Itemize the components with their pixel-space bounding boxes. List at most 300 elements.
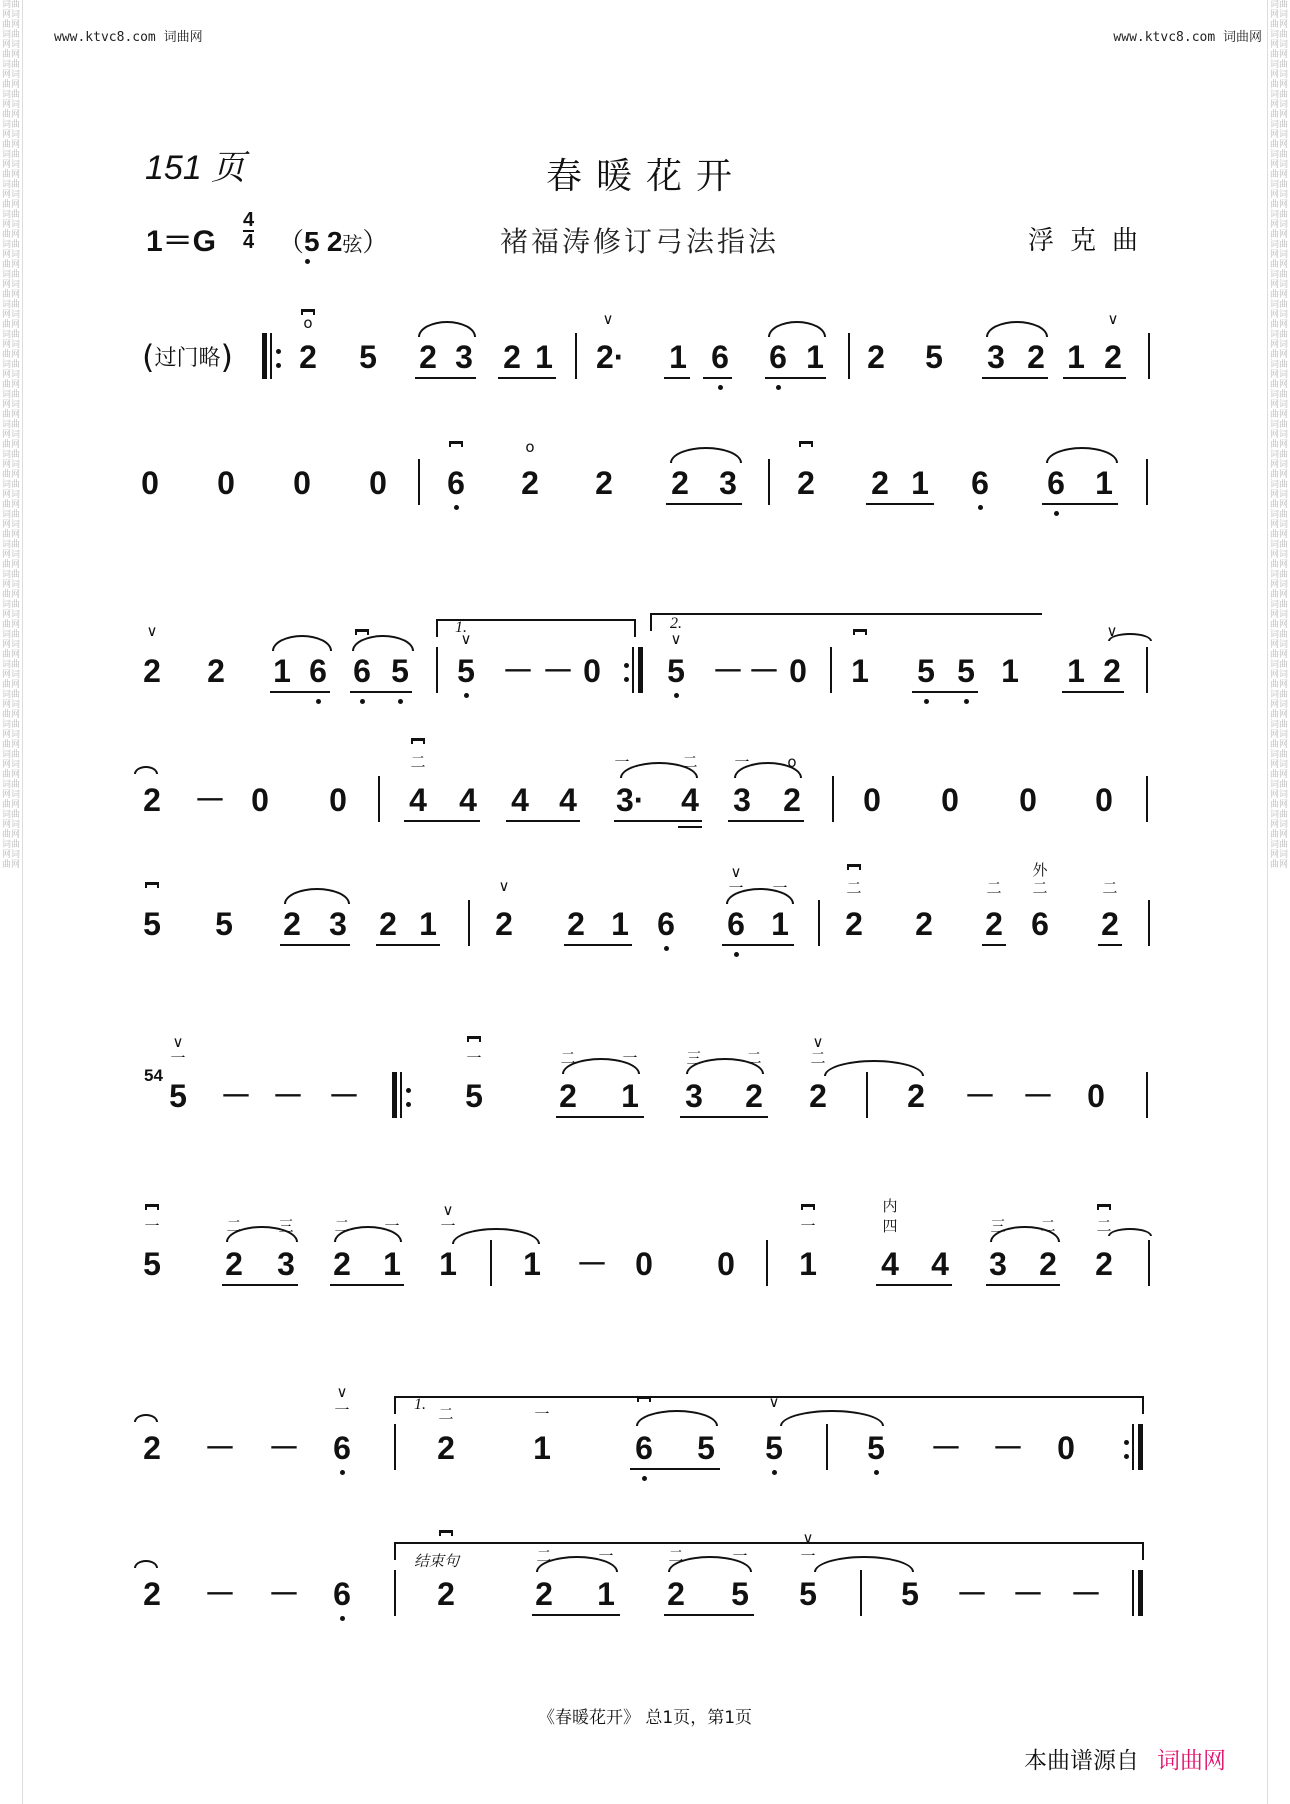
note: 6 xyxy=(711,339,729,375)
underline xyxy=(330,1284,404,1286)
slur xyxy=(768,321,826,337)
finger-mark: 一 xyxy=(728,879,744,897)
note: 4 xyxy=(459,782,477,818)
barline xyxy=(270,333,272,379)
time-bottom: 4 xyxy=(243,231,255,253)
note: 0 xyxy=(717,1246,735,1282)
underline xyxy=(630,1468,720,1470)
note: 2 xyxy=(437,1430,455,1466)
finger-mark: 一 xyxy=(614,753,630,771)
note: 6 xyxy=(727,906,745,942)
note: 5 xyxy=(457,653,475,689)
finger-mark: 一 xyxy=(734,753,750,771)
note: 4 xyxy=(881,1246,899,1282)
note: 1 xyxy=(1095,465,1113,501)
underline xyxy=(1098,944,1122,946)
note: 0 xyxy=(583,653,601,689)
note: － xyxy=(1022,1078,1055,1114)
note: 0 xyxy=(217,465,235,501)
note: 2 xyxy=(797,465,815,501)
note: 2 xyxy=(845,906,863,942)
note: 1 xyxy=(533,1430,551,1466)
note: 5 xyxy=(925,339,943,375)
open-string-mark: o xyxy=(787,753,797,771)
note: 6 xyxy=(333,1430,351,1466)
note: 5 xyxy=(957,653,975,689)
barline xyxy=(866,1072,868,1118)
outer-string-mark: 外 xyxy=(1032,861,1048,879)
note: 2 xyxy=(1101,906,1119,942)
note: 2 xyxy=(1027,339,1045,375)
down-bow-mark xyxy=(853,629,867,635)
barline xyxy=(436,647,438,693)
note: 2 xyxy=(333,1246,351,1282)
note: 1 xyxy=(1001,653,1019,689)
barline xyxy=(826,1424,828,1470)
intro-label-group: (过门略) xyxy=(142,338,233,376)
finger-mark: 一 xyxy=(772,879,788,897)
repeat-dot xyxy=(624,677,629,682)
barline xyxy=(830,647,832,693)
note: 0 xyxy=(1057,1430,1075,1466)
open-string-mark: o xyxy=(303,314,313,332)
underline xyxy=(876,1284,952,1286)
underline xyxy=(765,377,826,379)
repeat-dot xyxy=(1124,1454,1129,1459)
down-bow-mark xyxy=(411,738,425,744)
note: 2· xyxy=(596,339,625,375)
note: 5 xyxy=(143,1246,161,1282)
barline xyxy=(392,1072,397,1118)
down-bow-mark xyxy=(439,1530,453,1536)
page-number: 151 页 xyxy=(145,149,246,187)
up-bow-mark: ∨ xyxy=(670,630,682,648)
finger-mark: 一 xyxy=(800,1217,816,1235)
note: 0 xyxy=(329,782,347,818)
note: 5 xyxy=(799,1576,817,1612)
down-bow-mark xyxy=(801,1204,815,1210)
slur xyxy=(284,888,350,904)
note: 5 xyxy=(391,653,409,689)
finger-mark: 二 xyxy=(846,879,862,897)
finger-mark: 二 xyxy=(334,1217,350,1235)
finger-mark: 二 xyxy=(1040,1217,1056,1235)
note: － xyxy=(930,1430,963,1466)
note: 3 xyxy=(329,906,347,942)
slur xyxy=(670,447,742,463)
octave-dot-below xyxy=(464,693,469,698)
note: 1 xyxy=(611,906,629,942)
barline xyxy=(394,1424,396,1470)
barline xyxy=(1138,1570,1143,1616)
note: 3 xyxy=(733,782,751,818)
octave-dot-below xyxy=(454,505,459,510)
tuning-low: 5 xyxy=(304,226,320,257)
note: 2 xyxy=(567,906,585,942)
note: 0 xyxy=(141,465,159,501)
slur xyxy=(1046,447,1118,463)
note: 5 xyxy=(143,906,161,942)
down-bow-mark xyxy=(467,1036,481,1042)
note: 1 xyxy=(806,339,824,375)
tuning-open-paren: （ xyxy=(278,227,305,257)
underline xyxy=(982,944,1006,946)
note: 1 xyxy=(523,1246,541,1282)
slur xyxy=(272,635,332,651)
note: 3· xyxy=(616,782,645,818)
barline xyxy=(418,459,420,505)
underline xyxy=(498,377,556,379)
underline xyxy=(703,377,732,379)
note: 1 xyxy=(799,1246,817,1282)
open-string-mark: o xyxy=(525,438,535,456)
tie xyxy=(452,1228,540,1244)
composer: 浮克曲 xyxy=(1028,226,1155,256)
underline xyxy=(866,503,934,505)
octave-dot-below xyxy=(340,1616,345,1621)
tuning-label: 弦 xyxy=(342,234,363,256)
finger-mark: 二 xyxy=(410,753,426,771)
note: 1 xyxy=(1067,339,1085,375)
note: － xyxy=(964,1078,997,1114)
note: 0 xyxy=(789,653,807,689)
tuning-close-paren: ） xyxy=(362,227,389,257)
barline xyxy=(768,459,770,505)
source-brand: 词曲网 xyxy=(1157,1748,1226,1774)
octave-dot-below xyxy=(924,699,929,704)
finger-mark: 一 xyxy=(466,1049,482,1067)
measure-number: 54 xyxy=(144,1066,163,1085)
note: － xyxy=(712,653,745,689)
note: 2 xyxy=(809,1078,827,1114)
note: 2 xyxy=(299,339,317,375)
note: 5 xyxy=(731,1576,749,1612)
underline xyxy=(564,944,632,946)
note: 3 xyxy=(277,1246,295,1282)
barline xyxy=(1146,776,1148,822)
note: 0 xyxy=(863,782,881,818)
note: 2 xyxy=(143,653,161,689)
note: 2 xyxy=(907,1078,925,1114)
note: － xyxy=(992,1430,1025,1466)
barline xyxy=(860,1570,862,1616)
note: 3 xyxy=(989,1246,1007,1282)
underline xyxy=(280,944,350,946)
octave-dot-below xyxy=(360,699,365,704)
finger-mark: 二 xyxy=(1032,879,1048,897)
note: 2 xyxy=(283,906,301,942)
note: 6 xyxy=(1047,465,1065,501)
note: 2 xyxy=(419,339,437,375)
note: 1 xyxy=(439,1246,457,1282)
note: － xyxy=(542,653,575,689)
note: 2 xyxy=(1103,653,1121,689)
note: 4 xyxy=(931,1246,949,1282)
note: 2 xyxy=(915,906,933,942)
octave-dot-below xyxy=(964,699,969,704)
barline xyxy=(1148,1240,1150,1286)
up-bow-mark: ∨ xyxy=(812,1033,824,1051)
finger-mark: 二 xyxy=(1102,879,1118,897)
tuning-low-dot xyxy=(305,259,310,264)
note: 2 xyxy=(437,1576,455,1612)
octave-dot-below xyxy=(398,699,403,704)
note: 2 xyxy=(1104,339,1122,375)
octave-dot-below xyxy=(340,1470,345,1475)
key-signature: 1＝G xyxy=(146,225,217,258)
note: 5 xyxy=(215,906,233,942)
note: － xyxy=(502,653,535,689)
note: 5 xyxy=(667,653,685,689)
note: － xyxy=(576,1246,609,1282)
note: 2 xyxy=(495,906,513,942)
finger-mark: 一 xyxy=(732,1547,748,1565)
barline xyxy=(394,1570,396,1616)
underline xyxy=(982,377,1048,379)
barline xyxy=(1148,900,1150,946)
note: 0 xyxy=(1087,1078,1105,1114)
left-margin-line xyxy=(22,0,23,1804)
finger-mark: 二 xyxy=(986,879,1002,897)
tie xyxy=(1108,633,1152,641)
inner-string-mark: 内 xyxy=(882,1197,898,1215)
note: 6 xyxy=(971,465,989,501)
note: 2 xyxy=(503,339,521,375)
up-bow-mark: ∨ xyxy=(336,1383,348,1401)
finger-mark: 二 xyxy=(668,1547,684,1565)
underline xyxy=(376,944,440,946)
note: 2 xyxy=(595,465,613,501)
note: 6 xyxy=(333,1576,351,1612)
octave-dot-below xyxy=(776,385,781,390)
underline xyxy=(270,691,330,693)
finger-mark: 二 xyxy=(746,1049,762,1067)
underline xyxy=(664,377,690,379)
note: 6 xyxy=(769,339,787,375)
finger-mark: 二 xyxy=(536,1547,552,1565)
note: 0 xyxy=(251,782,269,818)
note: 4 xyxy=(511,782,529,818)
barline xyxy=(848,333,850,379)
note: 0 xyxy=(369,465,387,501)
site-url-left: www.ktvc8.com 词曲网 xyxy=(54,30,203,45)
note: 4 xyxy=(681,782,699,818)
barline xyxy=(1132,1424,1134,1470)
note: 1 xyxy=(419,906,437,942)
note: 5 xyxy=(901,1576,919,1612)
revision-note: 褚福涛修订弓法指法 xyxy=(500,225,780,258)
repeat-dot xyxy=(276,349,281,354)
time-top: 4 xyxy=(243,209,255,231)
barline xyxy=(1138,1424,1143,1470)
note: 1 xyxy=(911,465,929,501)
down-bow-mark xyxy=(1097,1204,1111,1210)
slur xyxy=(418,321,476,337)
barline xyxy=(575,333,577,379)
note: － xyxy=(220,1078,253,1114)
note: 1 xyxy=(1067,653,1085,689)
octave-dot-below xyxy=(642,1476,647,1481)
underline xyxy=(222,1284,298,1286)
tuning-high: 2 xyxy=(326,226,343,257)
note: 0 xyxy=(1019,782,1037,818)
note: － xyxy=(748,653,781,689)
up-bow-mark: ∨ xyxy=(1107,310,1119,328)
note: 2 xyxy=(667,1576,685,1612)
up-bow-mark: ∨ xyxy=(1106,622,1118,640)
finger-mark: 二 xyxy=(682,753,698,771)
underline xyxy=(506,820,580,822)
note: 0 xyxy=(293,465,311,501)
up-bow-mark: ∨ xyxy=(172,1033,184,1051)
note: 5 xyxy=(169,1078,187,1114)
underline xyxy=(986,1284,1060,1286)
underline xyxy=(722,944,794,946)
note: 0 xyxy=(635,1246,653,1282)
note: 2 xyxy=(783,782,801,818)
note: 1 xyxy=(597,1576,615,1612)
underline xyxy=(666,503,742,505)
repeat-dot xyxy=(624,663,629,668)
note: 2 xyxy=(985,906,1003,942)
ending-phrase-label: 结束句 xyxy=(414,1552,460,1570)
slur xyxy=(352,635,414,651)
volta-number: 2. xyxy=(670,615,682,632)
down-bow-mark xyxy=(145,1204,159,1210)
down-bow-mark xyxy=(847,864,861,870)
note: 6 xyxy=(309,653,327,689)
note: 2 xyxy=(871,465,889,501)
source-credit xyxy=(1024,1742,1226,1775)
note: 2 xyxy=(225,1246,243,1282)
repeat-dot xyxy=(1124,1440,1129,1445)
tie xyxy=(824,1060,924,1076)
note: 3 xyxy=(455,339,473,375)
volta-number: 1. xyxy=(414,1396,426,1413)
right-margin-line xyxy=(1267,0,1268,1804)
tie xyxy=(1108,1228,1152,1236)
finger-mark: 三 xyxy=(990,1217,1006,1235)
note: 5 xyxy=(465,1078,483,1114)
underline xyxy=(728,820,804,822)
underline xyxy=(404,820,480,822)
barline xyxy=(1146,1072,1148,1118)
underline xyxy=(614,820,702,822)
string-tuning xyxy=(278,222,388,259)
underline xyxy=(1042,503,1118,505)
finger-mark: 一 xyxy=(622,1049,638,1067)
note: 6 xyxy=(447,465,465,501)
intro-label: 过门略 xyxy=(154,346,221,371)
barline xyxy=(490,1240,492,1286)
finger-mark: 二 xyxy=(1096,1217,1112,1235)
finger-mark: 一 xyxy=(800,1547,816,1565)
octave-dot-below xyxy=(316,699,321,704)
right-watermark-strip: 词曲网词曲网词曲网词曲网词曲网词曲网词曲网词曲网词曲网词曲网词曲网词曲网词曲网词曲网词曲网词曲网词曲网词曲网词曲网词曲网词曲网词曲网词曲网词曲网词曲网词曲网词曲网词曲网词曲网词曲网词曲网词曲网词曲网词曲网词曲网词曲网词曲网词曲网词曲网词曲网词曲网词曲网词曲网词曲网词曲网词曲网词曲网词曲网词曲网词曲网词曲网词曲网词曲网词曲网词曲网词曲网词曲网词曲网 xyxy=(1270,0,1288,870)
underline xyxy=(556,1116,644,1118)
note: 2 xyxy=(535,1576,553,1612)
barline xyxy=(832,776,834,822)
note: 1 xyxy=(851,653,869,689)
note: 4 xyxy=(559,782,577,818)
note: 2 xyxy=(867,339,885,375)
note: 3 xyxy=(719,465,737,501)
barline xyxy=(818,900,820,946)
underline xyxy=(664,1614,754,1616)
repeat-dot xyxy=(406,1088,411,1093)
note: 1 xyxy=(273,653,291,689)
barline xyxy=(1132,1570,1134,1616)
underline xyxy=(678,826,702,828)
note: 5 xyxy=(359,339,377,375)
finger-mark: 二 xyxy=(560,1049,576,1067)
underline xyxy=(1063,377,1126,379)
note: － xyxy=(328,1078,361,1114)
barline xyxy=(1146,647,1148,693)
note: 5 xyxy=(917,653,935,689)
down-bow-mark xyxy=(145,882,159,888)
note: 3 xyxy=(987,339,1005,375)
down-bow-mark xyxy=(637,1396,651,1402)
note: － xyxy=(204,1576,237,1612)
barline xyxy=(400,1072,402,1118)
octave-dot-below xyxy=(1054,511,1059,516)
finger-mark: 一 xyxy=(534,1405,550,1423)
note: 5 xyxy=(697,1430,715,1466)
barline xyxy=(638,647,643,693)
note: 6 xyxy=(635,1430,653,1466)
note: 2 xyxy=(1095,1246,1113,1282)
finger-mark: 一 xyxy=(598,1547,614,1565)
note: 2 xyxy=(379,906,397,942)
time-signature xyxy=(243,210,254,252)
underline xyxy=(1062,691,1124,693)
up-bow-mark: ∨ xyxy=(442,1201,454,1219)
note: 1 xyxy=(771,906,789,942)
octave-dot-below xyxy=(718,385,723,390)
note: 5 xyxy=(765,1430,783,1466)
note: 1 xyxy=(383,1246,401,1282)
barline xyxy=(262,333,267,379)
note: － xyxy=(272,1078,305,1114)
tie xyxy=(134,1414,158,1422)
barline xyxy=(766,1240,768,1286)
up-bow-mark: ∨ xyxy=(602,310,614,328)
underline xyxy=(680,1116,768,1118)
page-footer: 《春暖花开》 总1页，第1页 xyxy=(537,1708,753,1728)
note: 2 xyxy=(143,782,161,818)
position-mark: 四 xyxy=(882,1217,898,1235)
note: 0 xyxy=(941,782,959,818)
slur xyxy=(986,321,1048,337)
tie xyxy=(134,766,158,774)
note: 2 xyxy=(671,465,689,501)
finger-mark: 一 xyxy=(144,1217,160,1235)
barline xyxy=(378,776,380,822)
finger-mark: 一 xyxy=(440,1217,456,1235)
tie xyxy=(134,1560,158,1568)
up-bow-mark: ∨ xyxy=(498,877,510,895)
note: 2 xyxy=(745,1078,763,1114)
note: 6 xyxy=(657,906,675,942)
barline xyxy=(1146,459,1148,505)
up-bow-mark: ∨ xyxy=(730,863,742,881)
site-url-right: www.ktvc8.com 词曲网 xyxy=(1113,30,1262,45)
finger-mark: 三 xyxy=(686,1049,702,1067)
underline xyxy=(415,377,476,379)
octave-dot-below xyxy=(734,952,739,957)
note: － xyxy=(268,1576,301,1612)
